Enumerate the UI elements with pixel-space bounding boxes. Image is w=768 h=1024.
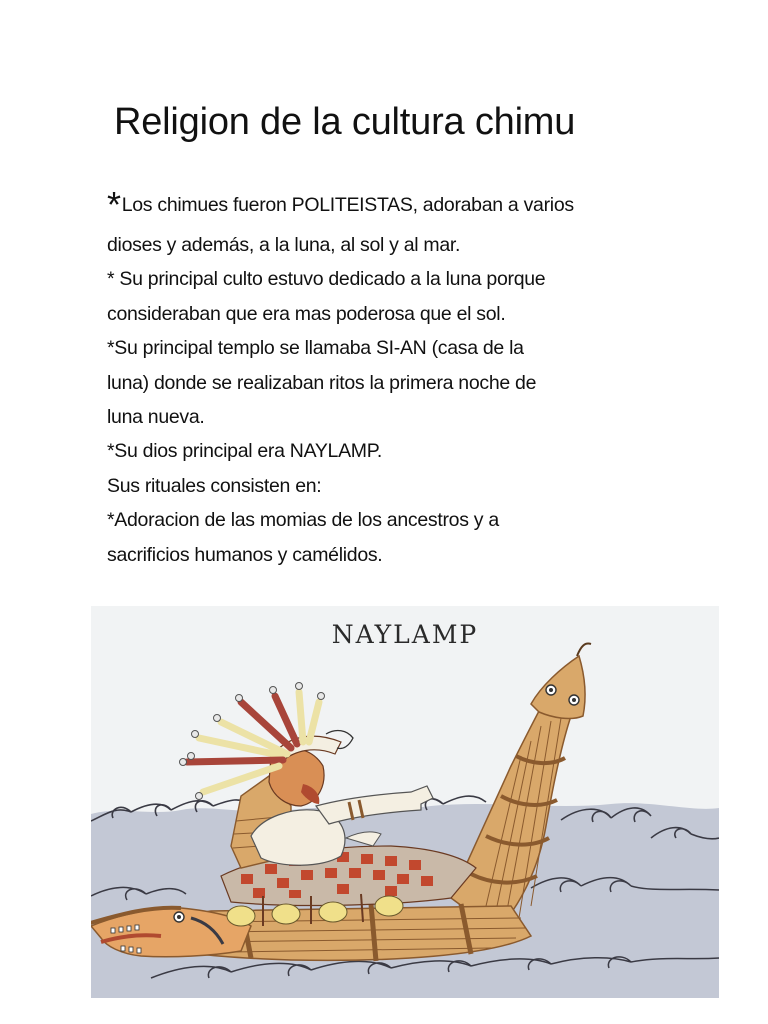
text-line	[107, 170, 687, 228]
text-line-content: Los chimues fueron POLITEISTAS, adoraban a varios	[121, 194, 574, 216]
text-line: * Su principal culto estuvo dedicado a la luna porque	[107, 268, 546, 291]
naylamp-illustration	[91, 606, 719, 998]
text-line: *Su dios principal era NAYLAMP.	[107, 440, 383, 463]
text-line: *Su principal templo se llamaba SI-AN (casa de la	[107, 337, 524, 360]
page-title: Religion de la cultura chimu	[114, 101, 576, 143]
text-line: dioses y además, a la luna, al sol y al mar.	[107, 234, 461, 256]
text-line: sacrificios humanos y camélidos.	[107, 543, 383, 566]
text-line: *Adoracion de las momias de los ancestros y a	[107, 509, 499, 532]
asterisk-bullet: *	[107, 184, 121, 225]
body-text	[107, 170, 687, 572]
text-line: luna nueva.	[107, 405, 205, 428]
text-line: luna) donde se realizaban ritos la primera noche de	[107, 371, 537, 394]
text-line: consideraban que era mas poderosa que el sol.	[107, 302, 506, 325]
text-line: Sus rituales consisten en:	[107, 474, 322, 497]
naylamp-boat-drawing	[91, 606, 719, 998]
figure-caption: NAYLAMP	[331, 620, 479, 649]
